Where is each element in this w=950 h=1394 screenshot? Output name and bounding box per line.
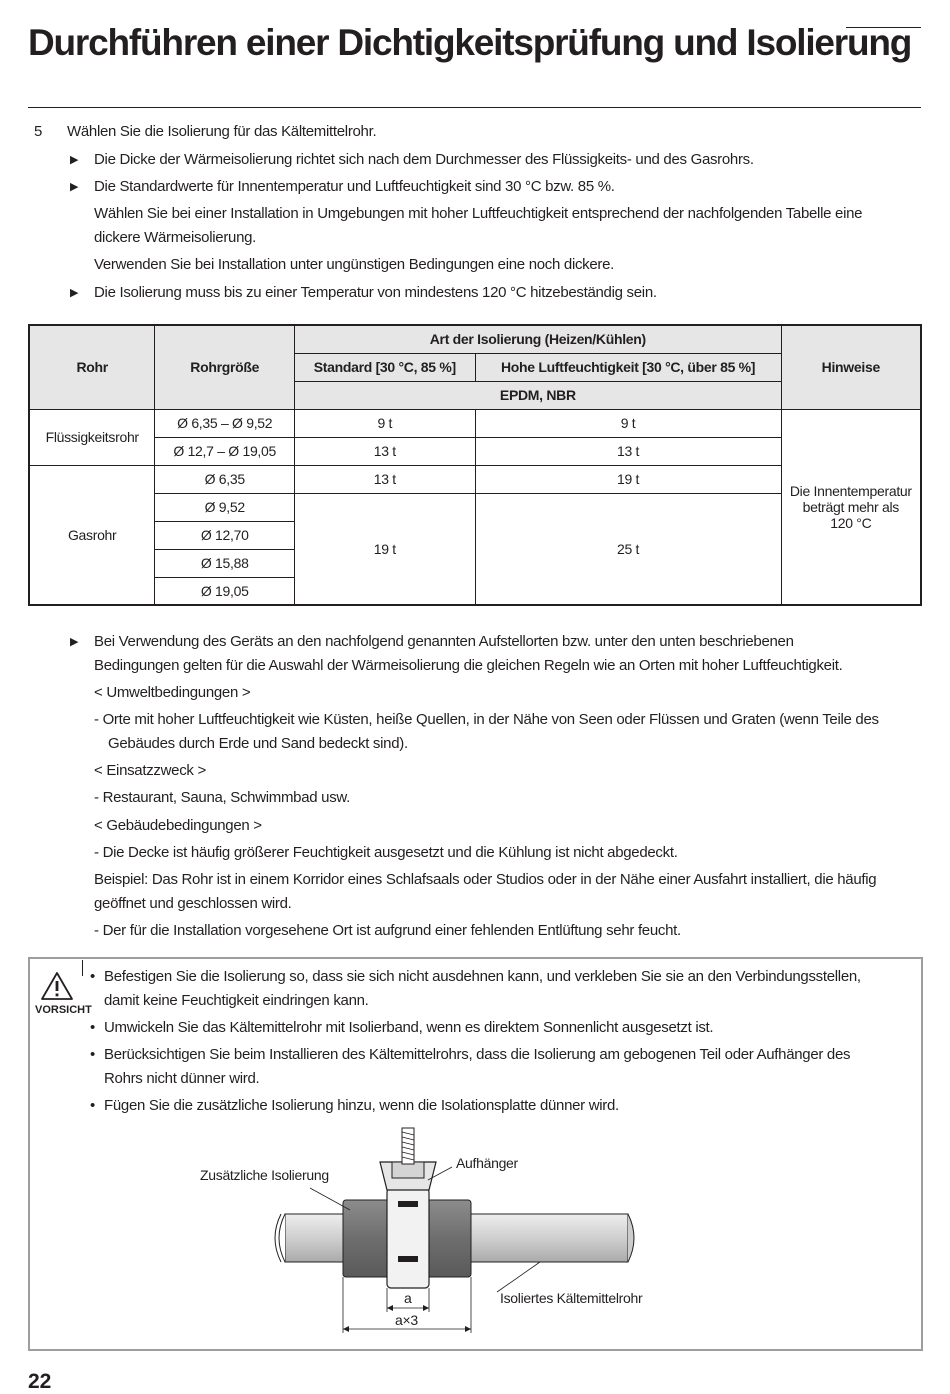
caution-item: Fügen Sie die zusätzliche Isolierung hinzu, wenn die Isolationsplatte dünner wird. xyxy=(104,1097,619,1114)
example-text: Beispiel: Das Rohr ist in einem Korridor eines Schlafsaals oder Studios oder in der Nähe einer Ausfahrt installiert, die häufig xyxy=(94,871,877,888)
conditions-intro: Bedingungen gelten für die Auswahl der Wärmeisolierung die gleichen Regeln wie an Orten mit hoher Luftfeuchtigkeit. xyxy=(94,657,843,674)
step-number: 5 xyxy=(34,123,43,140)
caution-divider xyxy=(82,960,83,976)
caution-bullet-dot: • xyxy=(90,1046,95,1063)
header-rule-short xyxy=(846,27,921,28)
env-item: - Orte mit hoher Luftfeuchtigkeit wie Küsten, heiße Quellen, in der Nähe von Seen oder Flüssen und Graten (wenn Teile des xyxy=(94,711,879,728)
env-item: Gebäudes durch Erde und Sand bedeckt sind). xyxy=(108,735,408,752)
caution-bullet-dot: • xyxy=(90,1097,95,1114)
caution-item: Rohrs nicht dünner wird. xyxy=(104,1070,260,1087)
cell-size: Ø 12,70 xyxy=(155,521,295,549)
header-rohrgroesse: Rohrgröße xyxy=(155,325,295,409)
bullet-arrow-icon: ▶ xyxy=(70,154,79,166)
label-dimension-a3: a×3 xyxy=(395,1312,418,1328)
cell-hinweis xyxy=(781,409,921,605)
cell-high: 25 t xyxy=(475,493,781,605)
step-paragraph: dickere Wärmeisolierung. xyxy=(94,229,257,246)
label-aufhaenger: Aufhänger xyxy=(456,1155,518,1171)
insulation-table xyxy=(28,324,922,606)
caution-bullet-dot: • xyxy=(90,968,95,985)
step-paragraph: Verwenden Sie bei Installation unter ungünstigen Bedingungen eine noch dickere. xyxy=(94,256,615,273)
header-isolierung-art: Art der Isolierung (Heizen/Kühlen) xyxy=(295,325,782,353)
step-bullet: Die Standardwerte für Innentemperatur und Luftfeuchtigkeit sind 30 °C bzw. 85 %. xyxy=(94,178,615,195)
bullet-arrow-icon: ▶ xyxy=(70,287,79,299)
note-line: beträgt mehr als xyxy=(802,498,899,515)
caution-item: Umwickeln Sie das Kältemittelrohr mit Isolierband, wenn es direktem Sonnenlicht ausgesetzt ist. xyxy=(104,1019,714,1036)
header-hinweise: Hinweise xyxy=(781,325,921,409)
label-dimension-a: a xyxy=(404,1290,412,1306)
row-label-fluessigkeitsrohr: Flüssigkeitsrohr xyxy=(29,409,155,465)
header-hohe-luftfeuchtigkeit: Hohe Luftfeuchtigkeit [30 °C, über 85 %] xyxy=(475,353,781,381)
cell-size: Ø 15,88 xyxy=(155,549,295,577)
step-heading: Wählen Sie die Isolierung für das Kältemittelrohr. xyxy=(67,123,377,140)
cell-size: Ø 19,05 xyxy=(155,577,295,605)
cell-standard: 19 t xyxy=(295,493,475,605)
step-bullet: Die Isolierung muss bis zu einer Temperatur von mindestens 120 °C hitzebeständig sein. xyxy=(94,284,657,301)
example-text: geöffnet und geschlossen wird. xyxy=(94,895,292,912)
caution-label: VORSICHT xyxy=(35,1004,92,1016)
note-line: 120 °C xyxy=(830,514,872,531)
cell-size: Ø 12,7 – Ø 19,05 xyxy=(155,437,295,465)
label-isoliertes-rohr: Isoliertes Kältemittelrohr xyxy=(500,1290,643,1306)
step-paragraph: Wählen Sie bei einer Installation in Umgebungen mit hoher Luftfeuchtigkeit entsprechend der nachfolgenden Tabelle eine xyxy=(94,205,863,222)
env-heading: < Umweltbedingungen > xyxy=(94,684,251,701)
caution-item: damit keine Feuchtigkeit eindringen kann. xyxy=(104,992,369,1009)
building-item: - Der für die Installation vorgesehene Ort ist aufgrund einer fehlenden Entlüftung sehr feucht. xyxy=(94,922,681,939)
label-zusaetzliche-isolierung: Zusätzliche Isolierung xyxy=(200,1167,329,1183)
warning-triangle-icon xyxy=(40,971,74,1001)
note-line: Die Innentemperatur xyxy=(789,482,912,499)
cell-high: 9 t xyxy=(475,409,781,437)
building-item: - Die Decke ist häufig größerer Feuchtigkeit ausgesetzt und die Kühlung ist nicht abgedeckt. xyxy=(94,844,678,861)
purpose-item: - Restaurant, Sauna, Schwimmbad usw. xyxy=(94,789,350,806)
header-standard: Standard [30 °C, 85 %] xyxy=(295,353,475,381)
row-label-gasrohr: Gasrohr xyxy=(29,465,155,605)
cell-high: 13 t xyxy=(475,437,781,465)
cell-high: 19 t xyxy=(475,465,781,493)
cell-standard: 9 t xyxy=(295,409,475,437)
header-rule xyxy=(28,107,921,108)
caution-bullet-dot: • xyxy=(90,1019,95,1036)
purpose-heading: < Einsatzzweck > xyxy=(94,762,206,779)
step-bullet: Die Dicke der Wärmeisolierung richtet sich nach dem Durchmesser des Flüssigkeits- und des Gasrohrs. xyxy=(94,151,754,168)
cell-size: Ø 9,52 xyxy=(155,493,295,521)
cell-standard: 13 t xyxy=(295,465,475,493)
caution-item: Befestigen Sie die Isolierung so, dass sie sich nicht ausdehnen kann, und verkleben Sie sie an den Verbindungsstellen, xyxy=(104,968,861,985)
header-rohr: Rohr xyxy=(29,325,155,409)
table-row xyxy=(29,409,921,437)
cell-standard: 13 t xyxy=(295,437,475,465)
header-material: EPDM, NBR xyxy=(295,381,782,409)
cell-size: Ø 6,35 xyxy=(155,465,295,493)
page-number: 22 xyxy=(28,1370,52,1393)
cell-size: Ø 6,35 – Ø 9,52 xyxy=(155,409,295,437)
page-title: Durchführen einer Dichtigkeitsprüfung und Isolierung xyxy=(28,22,912,63)
conditions-intro: Bei Verwendung des Geräts an den nachfolgend genannten Aufstellorten bzw. unter den unten beschriebenen xyxy=(94,633,794,650)
caution-item: Berücksichtigen Sie beim Installieren des Kältemittelrohrs, dass die Isolierung am gebogenen Teil oder Aufhänger des xyxy=(104,1046,851,1063)
bullet-arrow-icon: ▶ xyxy=(70,181,79,193)
building-heading: < Gebäudebedingungen > xyxy=(94,817,262,834)
bullet-arrow-icon: ▶ xyxy=(70,636,79,648)
